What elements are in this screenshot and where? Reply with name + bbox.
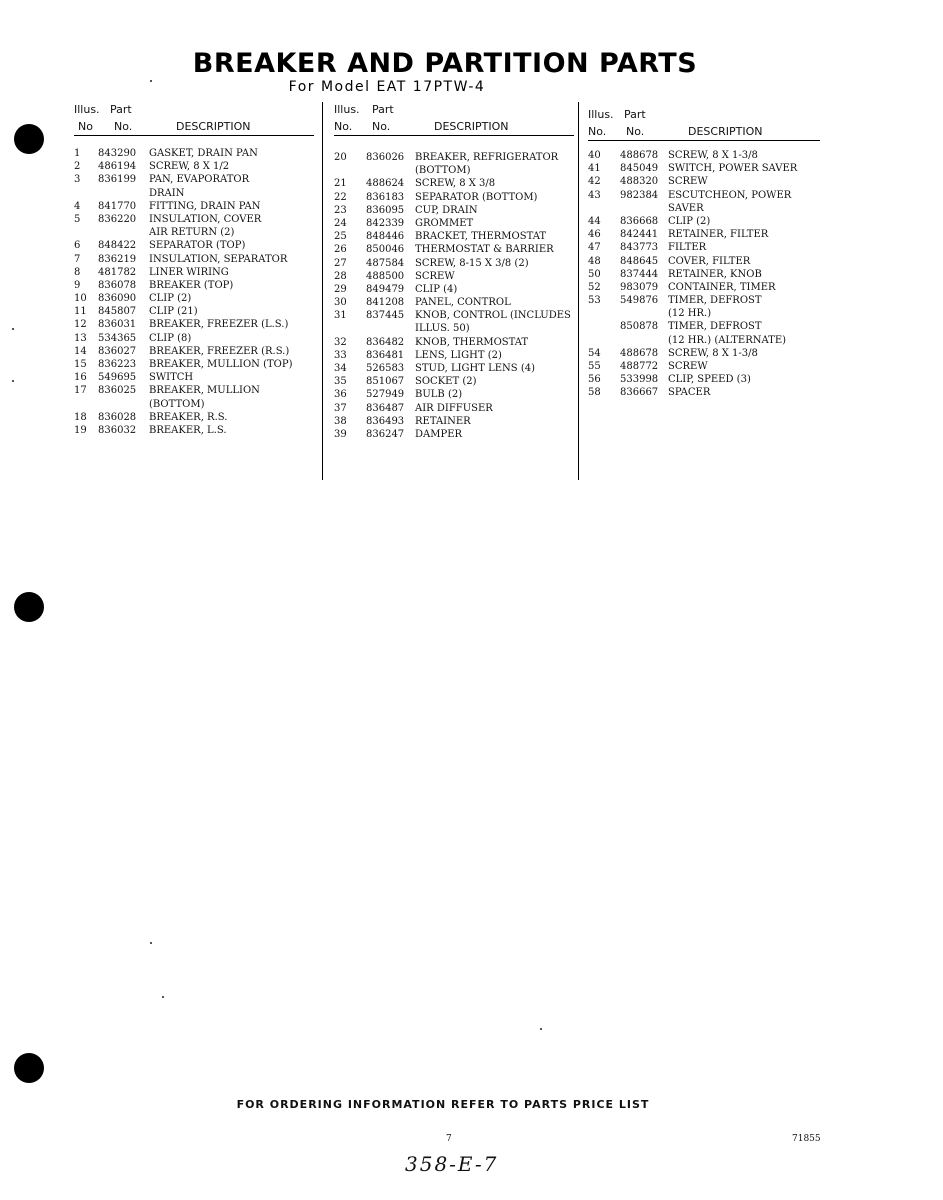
- header-rule: [74, 135, 314, 136]
- parts-column-1: [74, 103, 314, 437]
- illus-number: 31: [334, 310, 347, 322]
- illus-number: 18: [74, 411, 87, 423]
- page-number: 7: [446, 1134, 452, 1144]
- binder-hole-middle: [14, 592, 44, 622]
- page-title: BREAKER AND PARTITION PARTS: [192, 48, 698, 79]
- part-description: CONTAINER, TIMER: [668, 281, 776, 293]
- illus-number: 54: [588, 347, 601, 359]
- part-number: 488320: [620, 176, 659, 188]
- illus-number: 11: [74, 306, 87, 318]
- illus-number: 58: [588, 387, 601, 399]
- illus-number: 38: [334, 415, 347, 427]
- part-number: 488772: [620, 361, 659, 372]
- part-row: [588, 228, 820, 241]
- header-no: No.: [372, 120, 391, 133]
- part-number: 842441: [620, 229, 659, 241]
- part-description: SCREW, 8-15 X 3/8 (2): [415, 257, 529, 269]
- illus-number: 26: [334, 244, 347, 256]
- illus-number: 13: [74, 332, 87, 344]
- part-description: LINER WIRING: [149, 266, 229, 278]
- part-description: SCREW: [668, 361, 708, 372]
- illus-number: 8: [74, 266, 81, 278]
- part-row: [588, 202, 820, 215]
- part-description: AIR DIFFUSER: [415, 402, 493, 414]
- part-description: CLIP (4): [415, 283, 458, 295]
- part-row: [334, 151, 574, 164]
- part-number: 488678: [620, 150, 659, 161]
- part-description: SCREW, 8 X 1-3/8: [668, 150, 758, 161]
- illus-number: 27: [334, 257, 347, 269]
- part-number: 487584: [366, 257, 405, 269]
- part-description: SWITCH: [149, 372, 194, 384]
- header-illus: Illus.: [588, 108, 614, 121]
- part-description: SCREW: [415, 270, 455, 282]
- part-row: [334, 362, 574, 375]
- part-number: 836223: [98, 359, 137, 370]
- part-description: DRAIN: [149, 187, 185, 199]
- part-description: CLIP (21): [149, 306, 198, 318]
- part-description: CLIP (2): [149, 293, 192, 305]
- illus-number: 25: [334, 231, 347, 243]
- part-number: 488624: [366, 178, 405, 190]
- part-row: [334, 309, 574, 322]
- column-header: [334, 103, 574, 139]
- part-row: [588, 347, 820, 360]
- illus-number: 32: [334, 336, 347, 348]
- part-description: BULB (2): [415, 389, 463, 401]
- part-number: 549695: [98, 372, 137, 384]
- part-number: 534365: [98, 332, 137, 344]
- part-description: INSULATION, COVER: [149, 213, 262, 225]
- part-row: [74, 187, 314, 200]
- part-number: 982384: [620, 189, 659, 201]
- illus-number: 17: [74, 385, 87, 397]
- part-number: 983079: [620, 281, 659, 293]
- illus-number: 9: [74, 279, 81, 291]
- part-row: [74, 411, 314, 424]
- part-description: CLIP, SPEED (3): [668, 374, 751, 386]
- illus-number: 28: [334, 270, 347, 282]
- illus-number: 44: [588, 215, 601, 227]
- part-row: [74, 173, 314, 186]
- part-description: (12 HR.): [668, 308, 712, 320]
- illus-number: 21: [334, 178, 347, 190]
- illus-number: 40: [588, 150, 601, 161]
- illus-number: 12: [74, 319, 87, 331]
- part-number: 836031: [98, 319, 137, 331]
- illus-number: 56: [588, 374, 601, 386]
- part-row: [588, 320, 820, 333]
- illus-number: 34: [334, 363, 347, 374]
- illus-number: 47: [588, 242, 601, 254]
- part-description: (BOTTOM): [149, 398, 205, 410]
- part-number: 533998: [620, 374, 659, 386]
- part-row: [334, 388, 574, 401]
- part-row: [334, 375, 574, 388]
- part-row: [74, 279, 314, 292]
- part-row: [588, 268, 820, 281]
- illus-number: 4: [74, 200, 81, 212]
- part-number: 842339: [366, 217, 405, 229]
- part-description: PAN, EVAPORATOR: [149, 174, 250, 186]
- part-row: [588, 386, 820, 399]
- part-number: 845049: [620, 163, 659, 175]
- part-row: [74, 345, 314, 358]
- illus-number: 41: [588, 163, 601, 175]
- illus-number: 7: [74, 253, 81, 265]
- part-number: 836487: [366, 402, 405, 414]
- part-description: CUP, DRAIN: [415, 204, 478, 216]
- part-row: [334, 191, 574, 204]
- part-row: [74, 253, 314, 266]
- part-description: TIMER, DEFROST: [668, 321, 762, 333]
- part-number: 848422: [98, 240, 137, 252]
- part-row: [588, 255, 820, 268]
- part-row: [74, 147, 314, 160]
- header-description: DESCRIPTION: [688, 125, 763, 138]
- column-divider: [578, 102, 579, 480]
- part-description: BREAKER, R.S.: [149, 411, 228, 423]
- part-number: 836032: [98, 424, 137, 436]
- part-row: [334, 402, 574, 415]
- part-number: 837444: [620, 268, 659, 280]
- part-row: [334, 204, 574, 217]
- part-description: RETAINER, KNOB: [668, 268, 762, 280]
- illus-number: 20: [334, 152, 347, 163]
- header-rule: [588, 140, 820, 141]
- binder-hole-bottom: [14, 1053, 44, 1083]
- scan-speck: [12, 380, 14, 382]
- header-description: DESCRIPTION: [176, 120, 251, 133]
- header-part: Part: [110, 103, 132, 116]
- illus-number: 43: [588, 189, 601, 201]
- document-number: 71855: [792, 1134, 821, 1144]
- handwritten-note: 358-E-7: [405, 1152, 499, 1176]
- part-number: 836027: [98, 345, 137, 357]
- part-number: 836090: [98, 293, 137, 305]
- part-row: [588, 189, 820, 202]
- part-description: (BOTTOM): [415, 165, 471, 177]
- part-row: [588, 175, 820, 188]
- illus-number: 15: [74, 359, 87, 370]
- part-number: 526583: [366, 363, 405, 374]
- part-description: SWITCH, POWER SAVER: [668, 163, 798, 175]
- part-description: SCREW, 8 X 1/2: [149, 161, 230, 173]
- part-row: [74, 160, 314, 173]
- part-row: [74, 332, 314, 345]
- part-row: [588, 149, 820, 162]
- scan-speck: [12, 328, 14, 330]
- part-number: 851067: [366, 376, 405, 388]
- column-header: [74, 103, 314, 139]
- part-description: TIMER, DEFROST: [668, 295, 762, 307]
- illus-number: 35: [334, 376, 347, 388]
- part-description: THERMOSTAT & BARRIER: [415, 244, 554, 256]
- part-number: 488678: [620, 347, 659, 359]
- part-row: [334, 428, 574, 441]
- part-description: ESCUTCHEON, POWER: [668, 189, 792, 201]
- illus-number: 36: [334, 389, 347, 401]
- part-row: [334, 164, 574, 177]
- illus-number: 3: [74, 174, 81, 186]
- part-row: [74, 384, 314, 397]
- illus-number: 24: [334, 217, 347, 229]
- part-row: [74, 424, 314, 437]
- part-description: BREAKER, FREEZER (R.S.): [149, 345, 290, 357]
- part-row: [74, 226, 314, 239]
- part-description: COVER, FILTER: [668, 255, 751, 267]
- part-number: 836026: [366, 152, 405, 163]
- header-no: No.: [626, 125, 645, 138]
- part-description: CLIP (2): [668, 215, 711, 227]
- illus-number: 30: [334, 297, 347, 309]
- part-number: 836247: [366, 428, 405, 440]
- part-row: [334, 415, 574, 428]
- part-row: [74, 318, 314, 331]
- part-description: FILTER: [668, 242, 707, 254]
- part-row: [334, 217, 574, 230]
- part-description: SPACER: [668, 387, 711, 399]
- part-number: 850878: [620, 321, 659, 333]
- part-row: [74, 200, 314, 213]
- model-subtitle: For Model EAT 17PTW-4: [288, 79, 486, 95]
- part-number: 836025: [98, 385, 137, 397]
- part-number: 841208: [366, 297, 405, 309]
- part-number: 836219: [98, 253, 137, 265]
- parts-list: [334, 151, 574, 441]
- illus-number: 23: [334, 204, 347, 216]
- illus-number: 10: [74, 293, 87, 305]
- part-description: BREAKER, L.S.: [149, 424, 227, 436]
- parts-list: [74, 147, 314, 437]
- binder-hole-top: [14, 124, 44, 154]
- part-row: [334, 322, 574, 335]
- illus-number: 16: [74, 372, 87, 384]
- illus-number: 50: [588, 268, 601, 280]
- parts-list: [588, 149, 820, 400]
- part-row: [334, 349, 574, 362]
- part-number: 843290: [98, 148, 137, 159]
- part-row: [334, 296, 574, 309]
- illus-number: 5: [74, 213, 81, 225]
- illus-number: 53: [588, 295, 601, 307]
- header-part: Part: [624, 108, 646, 121]
- illus-number: 55: [588, 361, 601, 372]
- part-number: 481782: [98, 266, 137, 278]
- part-row: [334, 230, 574, 243]
- part-description: SEPARATOR (TOP): [149, 240, 246, 252]
- part-description: SCREW, 8 X 3/8: [415, 178, 496, 190]
- part-description: (12 HR.) (ALTERNATE): [668, 334, 787, 346]
- header-no: No.: [334, 120, 353, 133]
- part-number: 836481: [366, 349, 405, 361]
- part-number: 837445: [366, 310, 405, 322]
- part-row: [588, 215, 820, 228]
- part-description: BREAKER (TOP): [149, 279, 234, 291]
- part-number: 486194: [98, 161, 137, 173]
- part-row: [588, 360, 820, 373]
- part-description: SOCKET (2): [415, 376, 477, 388]
- parts-column-3: [588, 103, 820, 400]
- part-description: GASKET, DRAIN PAN: [149, 148, 258, 159]
- part-description: BREAKER, MULLION: [149, 385, 260, 397]
- part-description: INSULATION, SEPARATOR: [149, 253, 288, 265]
- part-row: [334, 270, 574, 283]
- header-no: No.: [588, 125, 607, 138]
- part-number: 836078: [98, 279, 137, 291]
- part-row: [74, 292, 314, 305]
- part-description: RETAINER, FILTER: [668, 229, 769, 241]
- part-description: SEPARATOR (BOTTOM): [415, 191, 538, 203]
- ordering-info-footer: FOR ORDERING INFORMATION REFER TO PARTS PRICE LIST: [236, 1098, 650, 1111]
- part-row: [74, 266, 314, 279]
- part-row: [334, 243, 574, 256]
- part-row: [334, 257, 574, 270]
- part-number: 848645: [620, 255, 659, 267]
- part-description: SCREW: [668, 176, 708, 188]
- part-number: 836199: [98, 174, 137, 186]
- part-row: [588, 241, 820, 254]
- part-row: [74, 358, 314, 371]
- column-divider: [322, 102, 323, 480]
- part-number: 836095: [366, 204, 405, 216]
- part-description: ILLUS. 50): [415, 323, 470, 335]
- header-rule: [334, 135, 574, 136]
- part-row: [74, 398, 314, 411]
- part-row: [588, 373, 820, 386]
- scan-speck: [162, 996, 164, 998]
- part-row: [334, 336, 574, 349]
- part-description: GROMMET: [415, 217, 474, 229]
- part-number: 836668: [620, 215, 659, 227]
- part-description: KNOB, THERMOSTAT: [415, 336, 529, 348]
- part-description: BRACKET, THERMOSTAT: [415, 231, 547, 243]
- part-number: 850046: [366, 244, 405, 256]
- part-number: 527949: [366, 389, 405, 401]
- part-number: 841770: [98, 200, 137, 212]
- illus-number: 42: [588, 176, 601, 188]
- part-row: [588, 307, 820, 320]
- header-illus: Illus.: [74, 103, 100, 116]
- header-part: Part: [372, 103, 394, 116]
- part-description: BREAKER, FREEZER (L.S.): [149, 319, 289, 331]
- part-row: [74, 239, 314, 252]
- part-description: AIR RETURN (2): [149, 227, 235, 239]
- part-number: 836220: [98, 213, 137, 225]
- part-number: 836493: [366, 415, 405, 427]
- part-number: 836183: [366, 191, 405, 203]
- illus-number: 33: [334, 349, 347, 361]
- illus-number: 2: [74, 161, 81, 173]
- header-description: DESCRIPTION: [434, 120, 509, 133]
- illus-number: 19: [74, 424, 87, 436]
- part-number: 849479: [366, 283, 405, 295]
- part-number: 843773: [620, 242, 659, 254]
- scan-speck: [150, 80, 152, 82]
- illus-number: 37: [334, 402, 347, 414]
- part-description: DAMPER: [415, 428, 463, 440]
- column-header: [588, 108, 820, 144]
- illus-number: 52: [588, 281, 601, 293]
- illus-number: 1: [74, 148, 81, 159]
- header-no: No.: [114, 120, 133, 133]
- part-description: BREAKER, MULLION (TOP): [149, 359, 293, 370]
- part-row: [588, 334, 820, 347]
- part-number: 549876: [620, 295, 659, 307]
- parts-column-2: [334, 103, 574, 441]
- part-description: BREAKER, REFRIGERATOR: [415, 152, 559, 163]
- part-description: KNOB, CONTROL (INCLUDES: [415, 310, 571, 322]
- scan-speck: [540, 1028, 542, 1030]
- illus-number: 14: [74, 345, 87, 357]
- part-row: [588, 294, 820, 307]
- scan-speck: [150, 942, 152, 944]
- part-number: 848446: [366, 231, 405, 243]
- part-description: CLIP (8): [149, 332, 192, 344]
- illus-number: 6: [74, 240, 81, 252]
- part-number: 845807: [98, 306, 137, 318]
- illus-number: 48: [588, 255, 601, 267]
- illus-number: 46: [588, 229, 601, 241]
- part-row: [74, 371, 314, 384]
- part-row: [588, 281, 820, 294]
- part-number: 836482: [366, 336, 405, 348]
- part-description: SAVER: [668, 202, 704, 214]
- part-description: RETAINER: [415, 415, 471, 427]
- part-row: [334, 283, 574, 296]
- part-description: SCREW, 8 X 1-3/8: [668, 347, 758, 359]
- part-description: FITTING, DRAIN PAN: [149, 200, 261, 212]
- part-row: [74, 305, 314, 318]
- part-row: [588, 162, 820, 175]
- part-row: [334, 177, 574, 190]
- illus-number: 39: [334, 428, 347, 440]
- part-row: [74, 213, 314, 226]
- illus-number: 29: [334, 283, 347, 295]
- part-description: STUD, LIGHT LENS (4): [415, 363, 535, 374]
- header-illus: Illus.: [334, 103, 360, 116]
- part-number: 488500: [366, 270, 405, 282]
- part-number: 836028: [98, 411, 137, 423]
- header-no: No: [78, 120, 93, 133]
- part-description: PANEL, CONTROL: [415, 297, 511, 309]
- illus-number: 22: [334, 191, 347, 203]
- part-number: 836667: [620, 387, 659, 399]
- part-description: LENS, LIGHT (2): [415, 349, 502, 361]
